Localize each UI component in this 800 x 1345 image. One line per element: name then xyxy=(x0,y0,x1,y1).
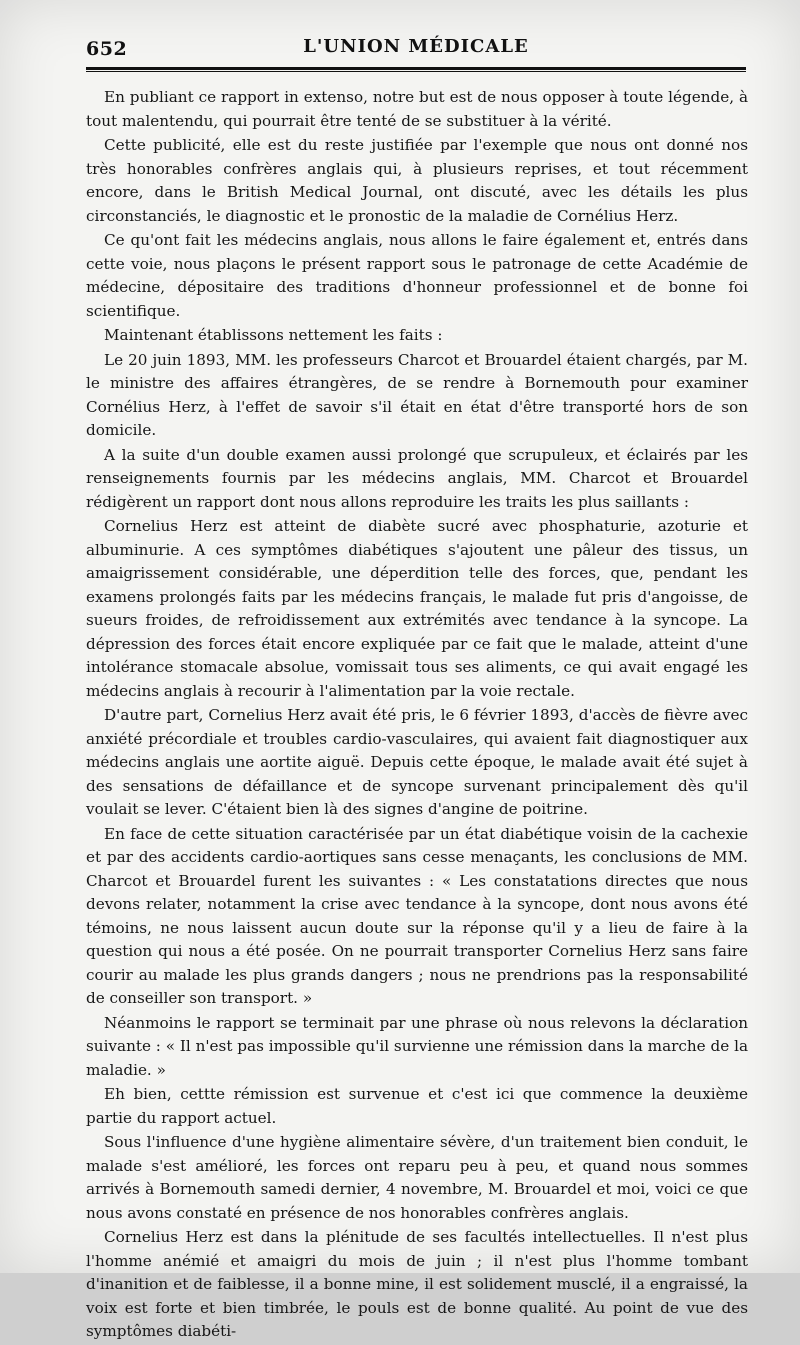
running-header xyxy=(86,28,746,68)
paragraph: Ce qu'ont fait les médecins anglais, nous allons le faire également et, entrés dans cette voie, nous plaçons le présent rapport sous le patronage de cette Académie de médecine, dépositaire des traditions d'honneur professionnel et de bonne foi scientifique. xyxy=(86,231,748,320)
paragraph: Cornelius Herz est dans la plénitude de ses facultés intellectuelles. Il n'est plus l'homme anémié et amaigri du mois de juin ; il n'est plus l'homme tombant d'inanition et de faiblesse, il a bonne mine, il est solidement musclé, il a engraissé, la voix est forte et bien timbrée, le pouls est de bonne qualité. Au point de vue des symptômes diabéti- xyxy=(86,1228,748,1340)
paragraph: En face de cette situation caractérisée par un état diabétique voisin de la cachexie et par des accidents cardio-aortiques sans cesse menaçants, les conclusions de MM. Charcot et Brouardel furent les suivantes : « Les constatations directes que nous devons relater, notamment la crise avec tendance à la syncope, dont nous avons été témoins, ne nous laissent aucun doute sur la réponse qu'il y a lieu de faire à la question qui nous a été posée. On ne pourrait transporter Cornelius Herz sans faire courir au malade les plus grands dangers ; nous ne prendrions pas la responsabilité de conseiller son transport. » xyxy=(86,824,748,1007)
header-rule-thin xyxy=(86,71,746,72)
paragraph: Maintenant établissons nettement les faits : xyxy=(104,326,443,344)
article-body xyxy=(86,86,748,1345)
paragraph: Néanmoins le rapport se terminait par une phrase où nous relevons la déclaration suivante : « Il n'est pas impossible qu'il survienne une rémission dans la marche de la maladie. » xyxy=(86,1013,748,1079)
paragraph: Eh bien, cettte rémission est survenue et c'est ici que commence la deuxième partie du rapport actuel. xyxy=(86,1085,748,1127)
paragraph: Cette publicité, elle est du reste justifiée par l'exemple que nous ont donné nos très honorables confrères anglais qui, à plusieurs reprises, et tout récemment encore, dans le British Medical Journal, ont discuté, avec les détails les plus circonstanciés, le diagnostic et le pronostic de la maladie de Cornélius Herz. xyxy=(86,136,748,225)
header-rule xyxy=(86,67,746,70)
paragraph: Le 20 juin 1893, MM. les professeurs Charcot et Brouardel étaient chargés, par M. le ministre des affaires étrangères, de se rendre à Bornemouth pour examiner Cornélius Herz, à l'effet de savoir s'il était en état d'être transporté hors de son domicile. xyxy=(86,350,748,439)
paragraph: Sous l'influence d'une hygiène alimentaire sévère, d'un traitement bien conduit, le malade s'est amélioré, les forces ont reparu peu à peu, et quand nous sommes arrivés à Bornemouth samedi dernier, 4 novembre, M. Brouardel et moi, voici ce que nous avons constaté en présence de nos honorables confrères anglais. xyxy=(86,1133,748,1222)
paragraph: Cornelius Herz est atteint de diabète sucré avec phosphaturie, azoturie et albuminurie. A ces symptômes diabétiques s'ajoutent une pâleur des tissus, un amaigrissement considérable, une déperdition telle des forces, que, pendant les examens prolongés faits par les médecins français, le malade fut pris d'angoisse, de sueurs froides, de refroidissement aux extrémités avec tendance à la syncope. La dépression des forces était encore expliquée par ce fait que le malade, atteint d'une intolérance stomacale absolue, vomissait tous ses aliments, ce qui avait engagé les médecins anglais à recourir à l'alimentation par la voie rectale. xyxy=(86,517,748,700)
paragraph: D'autre part, Cornelius Herz avait été pris, le 6 février 1893, d'accès de fièvre avec anxiété précordiale et troubles cardio-vasculaires, qui avaient fait diagnostiquer aux médecins anglais une aortite aiguë. Depuis cette époque, le malade avait été sujet à des sensations de défaillance et de syncope survenant principalement dès qu'il voulait se lever. C'étaient bien là des signes d'angine de poitrine. xyxy=(86,706,748,818)
paragraph: En publiant ce rapport in extenso, notre but est de nous opposer à toute légende, à tout malentendu, qui pourrait être tenté de se substituer à la vérité. xyxy=(86,88,748,130)
paragraph: A la suite d'un double examen aussi prolongé que scrupuleux, et éclairés par les renseignements fournis par les médecins anglais, MM. Charcot et Brouardel rédigèrent un rapport dont nous allons reproduire les traits les plus saillants : xyxy=(86,445,748,511)
page-number: 652 xyxy=(86,38,128,60)
running-title: L'UNION MÉDICALE xyxy=(303,36,529,57)
